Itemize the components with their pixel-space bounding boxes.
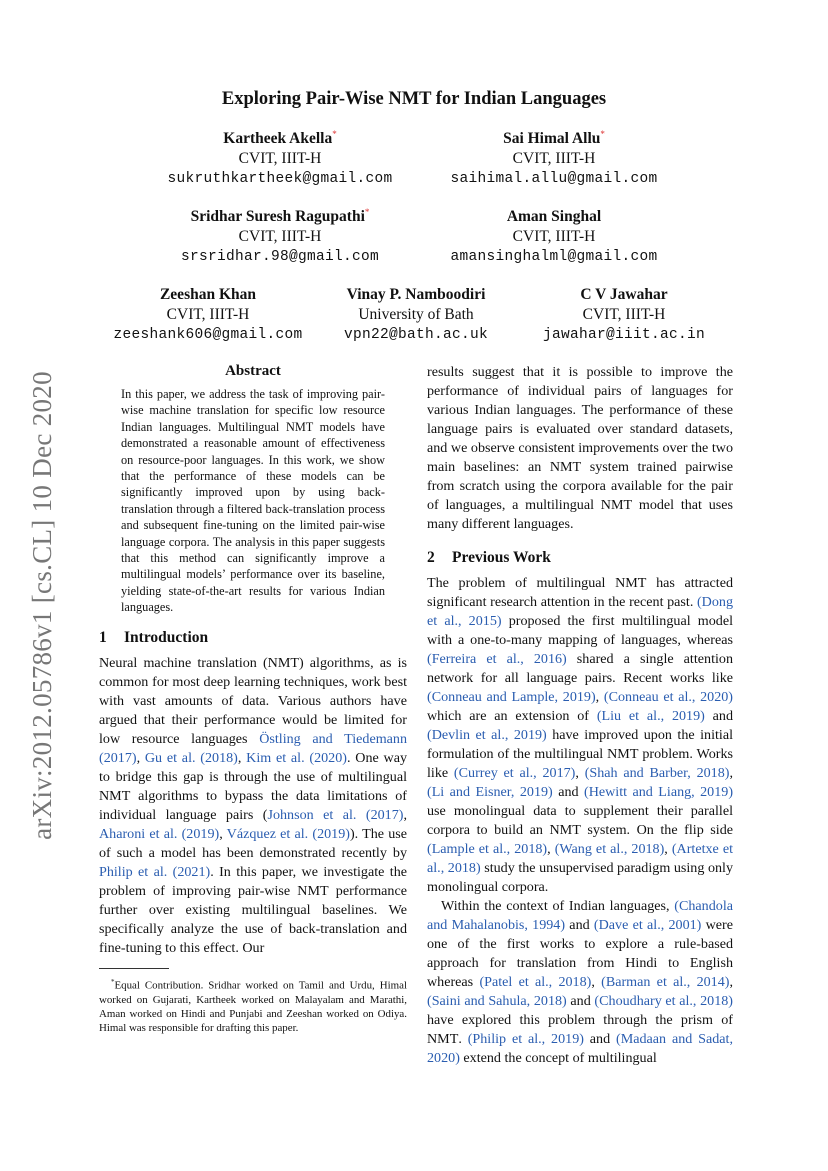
citation-link[interactable]: Gu et al. (2018) [144, 749, 238, 766]
text-run: , [664, 841, 672, 857]
text-run: , [595, 689, 604, 705]
text-run: proposed the first multilingual model with a one-to-many mapping of languages, whereas [427, 613, 733, 648]
citation-link[interactable]: (Dong et al., 2015) [427, 594, 733, 629]
text-run: . One way to bridge this gap is through the use of multilingual [99, 749, 407, 785]
author-block [474, 280, 774, 345]
author-affiliation: CVIT, IIIT-H [512, 228, 596, 246]
paper-title: Exploring Pair-Wise NMT for Indian Languages [221, 89, 607, 109]
citation-link[interactable]: (Shah and Barber, 2018) [584, 765, 730, 781]
author-email: amansinghalml@gmail.com [450, 249, 658, 266]
author-email: jawahar@iiit.ac.in [542, 327, 706, 344]
text-run: extend the concept of multilingual [459, 1050, 657, 1066]
text-run: shared a single attention network for all language pairs. Recent works like [427, 651, 733, 686]
abstract-text: In this paper, we address the task of improving pair-wise machine translation for specific low resource Indian languages. Multilingual NMT models have demonstrated a reasonable amount of effectiveness on resource-poor languages. In this work, we show that the performance of these models can be significantly improved upon by using back-translation through a filtered back-translation process and subsequent fine-tuning on the limited pair-wise language corpora. The analysis in this paper suggests that this method can significantly improve a multilingual models’ performance over its baseline, yielding state-of-the-art results for various Indian languages. [121, 387, 385, 615]
citation-link[interactable]: Östling and Tiedemann (2017) [99, 730, 408, 766]
text-run: . In this paper, we investigate the problem of improving pair-wise [99, 863, 407, 899]
text-run: have improved upon the initial formulation of the multilingual [427, 727, 733, 762]
text-run: use monolingual data to supplement their parallel corpora to build an [427, 803, 733, 838]
citation-link[interactable]: Kim et al. (2020) [246, 749, 347, 766]
previous-work-paragraph [427, 897, 733, 1068]
text-run: , [219, 825, 227, 842]
citation-link[interactable]: Aharoni et al. (2019) [99, 825, 220, 842]
acronym: NMT [615, 575, 647, 591]
citation-link[interactable]: (Saini and Sahula, 2018) [427, 993, 567, 1009]
citation-link[interactable]: (Currey et al., 2017) [453, 765, 576, 781]
author-affiliation: CVIT, IIIT-H [512, 150, 596, 168]
right-column [427, 363, 733, 1068]
left-column [99, 363, 407, 1035]
text-run: were one of the first works to explore a rule-based approach for translation from Hindi to English whereas [427, 917, 734, 990]
text-run: system trained pairwise from scratch using the corpora available for the pair of languages, a multilingual [427, 459, 733, 513]
text-run: Within the context of Indian languages, [441, 898, 675, 914]
introduction-paragraph-continued [427, 363, 733, 534]
text-run: have explored this problem through the prism of [427, 1012, 733, 1028]
text-run: The problem of multilingual [427, 575, 616, 591]
acronym: NMT [549, 459, 582, 475]
author-email: vpn22@bath.ac.uk [343, 327, 489, 344]
acronym: NMT [297, 882, 329, 899]
text-run: , [403, 806, 407, 823]
text-run: model that uses many different languages. [427, 497, 733, 532]
footnote-divider [99, 968, 169, 969]
author-affiliation: CVIT, IIIT-H [238, 150, 322, 168]
citation-link[interactable]: (Conneau et al., 2020) [603, 689, 733, 705]
text-run: , [547, 841, 555, 857]
citation-link[interactable]: (Hewitt and Liang, 2019) [584, 784, 734, 800]
text-run: which are an extension of [427, 708, 597, 724]
acronym: NMT [267, 654, 299, 671]
text-run: , [729, 974, 733, 990]
text-run: and [583, 1031, 617, 1047]
author-affiliation: University of Bath [358, 306, 474, 324]
author-email: sukruthkartheek@gmail.com [167, 171, 393, 188]
previous-work-paragraph [427, 574, 733, 897]
citation-link[interactable]: (Barman et al., 2014) [601, 974, 730, 990]
acronym: NMT [600, 497, 633, 513]
text-run: , [729, 765, 733, 781]
citation-link[interactable]: Vázquez et al. (2019) [226, 825, 350, 842]
text-run: Neural machine translation ( [99, 654, 268, 671]
citation-link[interactable]: (Ferreira et al., 2016) [427, 651, 567, 667]
text-run: , [136, 749, 145, 766]
author-name: Vinay P. Namboodiri [346, 286, 486, 304]
author-name: Zeeshan Khan [159, 286, 257, 304]
citation-link[interactable]: (Chandola and Mahalanobis, 1994) [427, 898, 733, 933]
acronym: NMT [427, 1031, 459, 1047]
text-run: study the unsupervised paradigm using only monolingual corpora. [427, 860, 734, 895]
author-email: saihimal.allu@gmail.com [450, 171, 658, 188]
text-run: . [458, 1031, 468, 1047]
author-block [130, 124, 430, 189]
author-name: Sai Himal Allu* [503, 129, 605, 148]
arxiv-identifier-text: arXiv:2012.05786v1 [cs.CL] 10 Dec 2020 [26, 370, 57, 840]
text-run: performance further over existing multilingual baselines. We specifically analyze the use of back-translation and fine-tuning to this effect. Our [99, 882, 407, 956]
text-run: has attracted significant research attention in the recent past. [427, 575, 733, 610]
author-block [404, 124, 704, 189]
author-email: srsridhar.98@gmail.com [180, 249, 380, 266]
author-affiliation: CVIT, IIIT-H [238, 228, 322, 246]
author-affiliation: CVIT, IIIT-H [582, 306, 666, 324]
author-affiliation: CVIT, IIIT-H [166, 306, 250, 324]
citation-link[interactable]: Philip et al. (2021) [99, 863, 211, 880]
introduction-paragraph [99, 654, 407, 958]
citation-link[interactable]: Johnson et al. (2017) [267, 806, 404, 823]
citation-link[interactable]: (Patel et al., 2018) [479, 974, 592, 990]
text-run: , [575, 765, 585, 781]
citation-link[interactable]: (Dave et al., 2001) [593, 917, 702, 933]
section-heading-previous-work: 2 Previous Work [427, 549, 551, 566]
text-run: ). The use of such a model has been demonstrated recently by [99, 825, 407, 861]
text-run: and [566, 993, 595, 1009]
text-run: and [552, 784, 584, 800]
section-heading-introduction: 1 Introduction [99, 628, 209, 646]
text-run: problem. Works like [427, 746, 733, 781]
citation-link[interactable]: (Conneau and Lample, 2019) [427, 689, 596, 705]
text-run: and [704, 708, 734, 724]
citation-link[interactable]: (Li and Eisner, 2019) [427, 784, 553, 800]
citation-link[interactable]: (Lample et al., 2018) [427, 841, 548, 857]
text-run: algorithms to bypass the data limitations of individual language pairs ( [99, 787, 407, 823]
author-block [130, 202, 430, 267]
text-run: and [565, 917, 594, 933]
author-name: Kartheek Akella* [223, 129, 337, 148]
acronym: NMT [607, 746, 639, 762]
author-name: Aman Singhal [506, 208, 602, 226]
citation-link[interactable]: (Wang et al., 2018) [554, 841, 665, 857]
citation-link[interactable]: (Devlin et al., 2019) [427, 727, 547, 743]
acronym: NMT [549, 822, 581, 838]
arxiv-identifier [12, 360, 72, 850]
citation-link[interactable]: (Madaan and Sadat, 2020) [427, 1031, 734, 1066]
text-run: , [591, 974, 602, 990]
citation-link[interactable]: (Choudhary et al., 2018) [594, 993, 733, 1009]
text-run: ) algorithms, as is common for most deep learning techniques, work best with vast amounts of data. Various authors have argued that their performance would be limited for low resource languages [99, 654, 408, 747]
footnote: *Equal Contribution. Sridhar worked on Tamil and Urdu, Himal worked on Gujarati, Kartheek worked on Malayalam and Marathi, Aman worked on Hindi and Punjabi and Zeeshan worked on Odiya. Himal was responsible for drafting this paper. [99, 977, 407, 1034]
text-run: system. On the flip side [580, 822, 733, 838]
text-run: results suggest that it is possible to improve the performance of individual pairs of languages for various Indian languages. The performance of these language pairs is evaluated over standard datasets, and we observe consistent improvements over the two main baselines: an [427, 364, 733, 475]
acronym: NMT [99, 787, 131, 804]
author-name: Sridhar Suresh Ragupathi* [190, 207, 370, 226]
author-block [404, 202, 704, 267]
citation-link[interactable]: (Philip et al., 2019) [467, 1031, 584, 1047]
citation-link[interactable]: (Artetxe et al., 2018) [427, 841, 734, 876]
text-run: , [237, 749, 247, 766]
author-email: zeeshank606@gmail.com [113, 327, 303, 344]
author-name: C V Jawahar [580, 286, 668, 304]
citation-link[interactable]: (Liu et al., 2019) [596, 708, 705, 724]
abstract-heading: Abstract [225, 363, 281, 379]
